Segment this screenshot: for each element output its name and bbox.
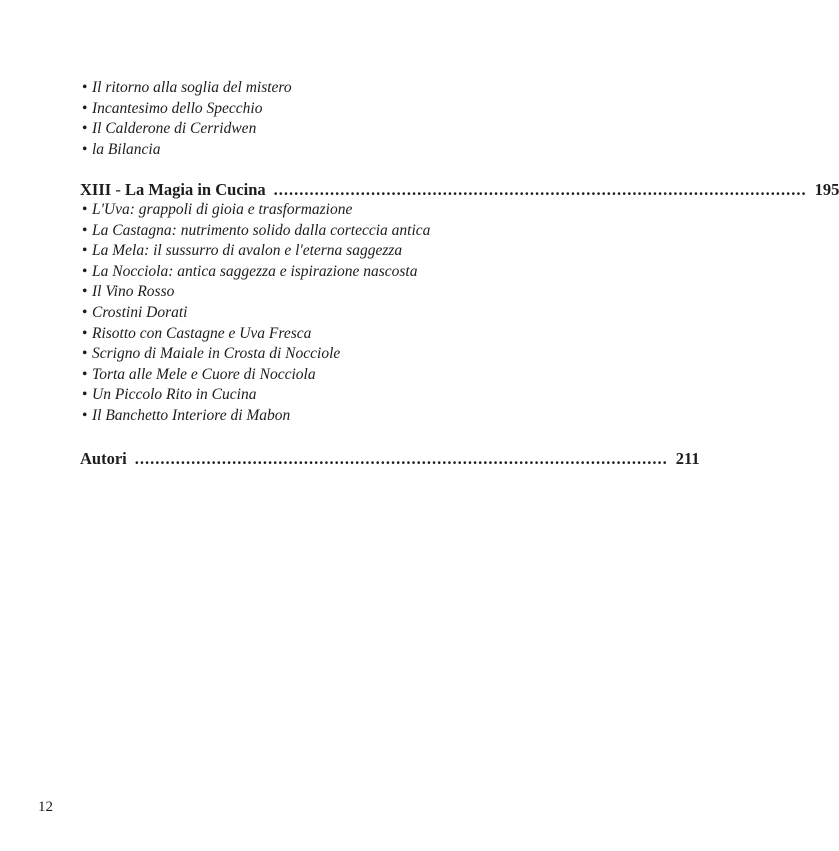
- list-item: [82, 200, 522, 221]
- list-item-text: la Bilancia: [92, 140, 161, 158]
- bullet-glyph: •: [82, 283, 88, 301]
- toc-entry-authors[interactable]: [80, 449, 700, 469]
- list-item: [82, 119, 522, 140]
- authors-title: Autori: [80, 449, 127, 468]
- list-item: [82, 303, 522, 324]
- bullet-glyph: •: [82, 221, 88, 239]
- list-item-text: Un Piccolo Rito in Cucina: [92, 386, 257, 404]
- leader-dots: ........................................................................................................: [273, 180, 807, 199]
- list-item: [82, 365, 522, 386]
- list-item: [82, 406, 522, 427]
- list-item-text: Il Vino Rosso: [92, 283, 175, 301]
- list-item: [82, 221, 522, 242]
- chapter-page-number: 195: [814, 180, 839, 199]
- list-item: [82, 140, 522, 161]
- list-item-text: La Castagna: nutrimento solido dalla corteccia antica: [92, 221, 431, 239]
- separator-text: -: [115, 180, 121, 199]
- list-item: [82, 99, 522, 120]
- list-item-text: Risotto con Castagne e Uva Fresca: [92, 324, 312, 342]
- list-item-text: Il Calderone di Cerridwen: [92, 120, 257, 138]
- list-item: [82, 262, 522, 283]
- bullet-glyph: •: [82, 345, 88, 363]
- list-item: [82, 385, 522, 406]
- bullet-glyph: •: [82, 120, 88, 138]
- bullet-glyph: •: [82, 79, 88, 96]
- chapter-number: XIII: [80, 180, 112, 199]
- bullet-glyph: •: [82, 406, 88, 424]
- bullet-glyph: •: [82, 201, 88, 218]
- list-item-text: Scrigno di Maiale in Crosta di Nocciole: [92, 345, 341, 363]
- bullet-glyph: •: [82, 242, 88, 260]
- list-item-text: L'Uva: grappoli di gioia e trasformazione: [92, 201, 353, 218]
- list-item-text: Crostini Dorati: [92, 303, 188, 321]
- bullet-glyph: •: [82, 262, 88, 280]
- leader-dots: ........................................................................................................: [134, 449, 668, 468]
- list-item: [82, 241, 522, 262]
- list-item: [82, 344, 522, 365]
- toc-entry-chapter-xiii[interactable]: [80, 180, 839, 200]
- chapter-separator: [111, 180, 125, 200]
- list-item-text: Incantesimo dello Specchio: [92, 99, 263, 117]
- chapter-xiii-subsections: [82, 200, 522, 427]
- list-item-text: La Nocciola: antica saggezza e ispirazione nascosta: [92, 262, 418, 280]
- list-item: [82, 78, 522, 99]
- list-item-text: La Mela: il sussurro di avalon e l'eterna saggezza: [92, 242, 403, 260]
- authors-page-number: 211: [675, 449, 700, 468]
- bullet-glyph: •: [82, 386, 88, 404]
- list-item-text: Torta alle Mele e Cuore di Nocciola: [92, 365, 316, 383]
- bullet-glyph: •: [82, 365, 88, 383]
- list-item: [82, 282, 522, 303]
- bullet-glyph: •: [82, 303, 88, 321]
- bullet-glyph: •: [82, 99, 88, 117]
- list-item-text: Il Banchetto Interiore di Mabon: [92, 406, 291, 424]
- page-number: 12: [38, 799, 53, 815]
- list-item-text: Il ritorno alla soglia del mistero: [92, 79, 292, 96]
- list-item: [82, 324, 522, 345]
- bullet-glyph: •: [82, 140, 88, 158]
- bullet-glyph: •: [82, 324, 88, 342]
- section-list-continued: [82, 78, 522, 160]
- chapter-title: La Magia in Cucina: [124, 180, 266, 199]
